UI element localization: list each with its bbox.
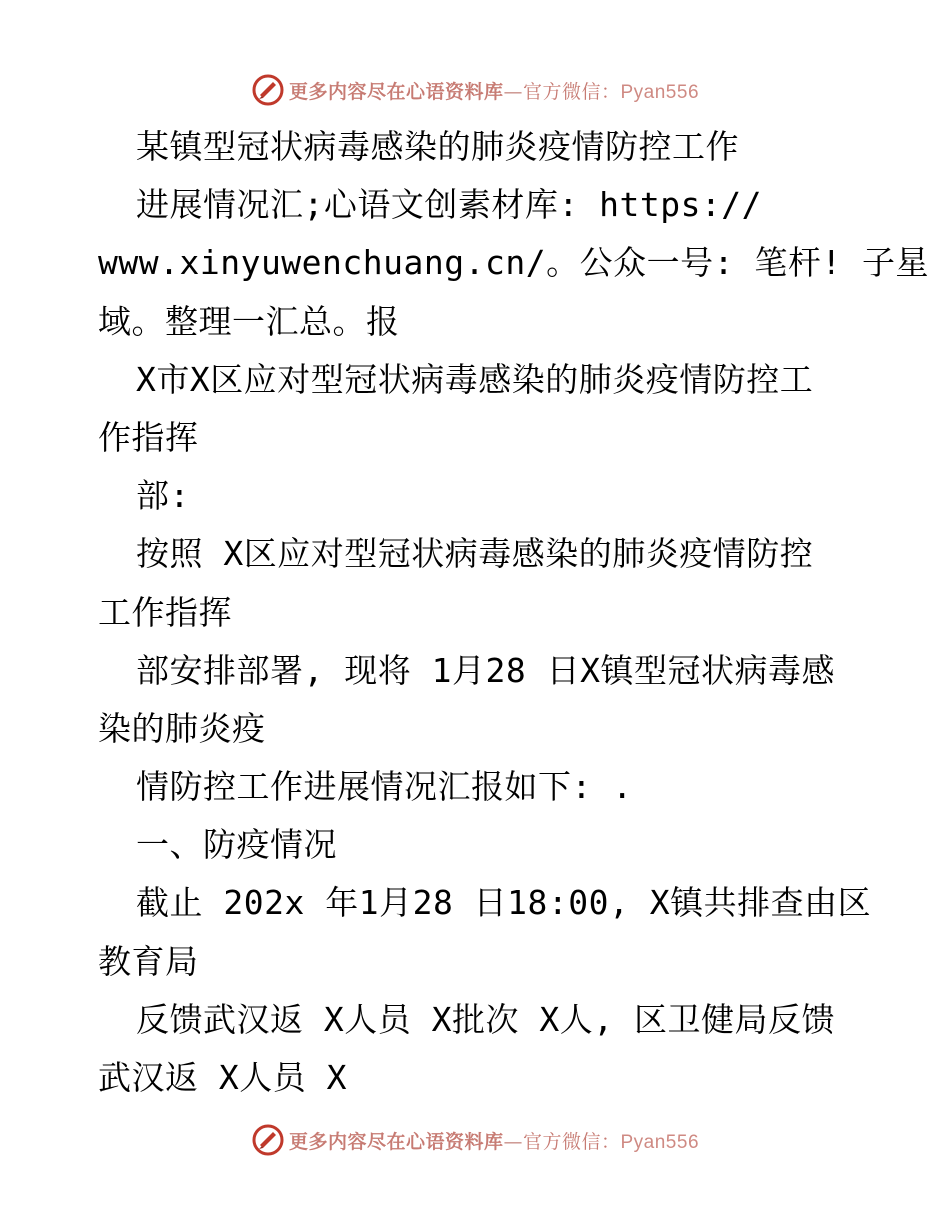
watermark-official: 官方微信： xyxy=(522,1130,621,1153)
text-line: 部: xyxy=(136,476,190,516)
header-watermark xyxy=(0,70,950,110)
text-line: 反馈武汉返 X人员 X批次 X人, 区卫健局反馈 xyxy=(136,999,835,1039)
watermark-official: 官方微信： xyxy=(522,80,621,103)
pen-seal-logo-icon xyxy=(251,1123,285,1157)
text-line: 情防控工作进展情况汇报如下: . xyxy=(136,767,633,807)
text-line: 武汉返 X人员 X xyxy=(98,1058,347,1097)
text-line: 域。整理一汇总。报 xyxy=(98,301,400,341)
pen-seal-logo-icon xyxy=(251,73,285,107)
watermark-text xyxy=(289,1127,699,1154)
watermark-separator: — xyxy=(503,1130,523,1153)
text-line: 工作指挥 xyxy=(98,592,232,632)
text-line: 染的肺炎疫 xyxy=(98,708,266,748)
watermark-brand: 更多内容尽在心语资料库 xyxy=(288,1130,504,1153)
text-line: www.xinyuwenchuang.cn/。公众一号: 笔杆! 子星 xyxy=(98,243,930,283)
text-line: 截止 202x 年1月28 日18:00, X镇共排查由区 xyxy=(136,883,872,923)
text-line: X市X区应对型冠状病毒感染的肺炎疫情防控工 xyxy=(136,359,814,399)
document-body xyxy=(98,118,930,1107)
text-line: 一、防疫情况 xyxy=(136,825,337,865)
watermark-account: Pyan556 xyxy=(620,81,700,103)
text-line: 按照 X区应对型冠状病毒感染的肺炎疫情防控 xyxy=(136,534,814,574)
text-line: 进展情况汇;心语文创素材库: https:// xyxy=(136,185,763,225)
watermark-account: Pyan556 xyxy=(620,1131,700,1153)
text-line: 教育局 xyxy=(98,941,199,981)
footer-watermark xyxy=(0,1120,950,1160)
text-line: 部安排部署, 现将 1月28 日X镇型冠状病毒感 xyxy=(136,650,835,690)
watermark-brand: 更多内容尽在心语资料库 xyxy=(288,80,504,103)
watermark-text xyxy=(289,77,699,104)
watermark-separator: — xyxy=(503,80,523,103)
text-line: 作指挥 xyxy=(98,417,199,457)
text-line: 某镇型冠状病毒感染的肺炎疫情防控工作 xyxy=(136,127,739,166)
